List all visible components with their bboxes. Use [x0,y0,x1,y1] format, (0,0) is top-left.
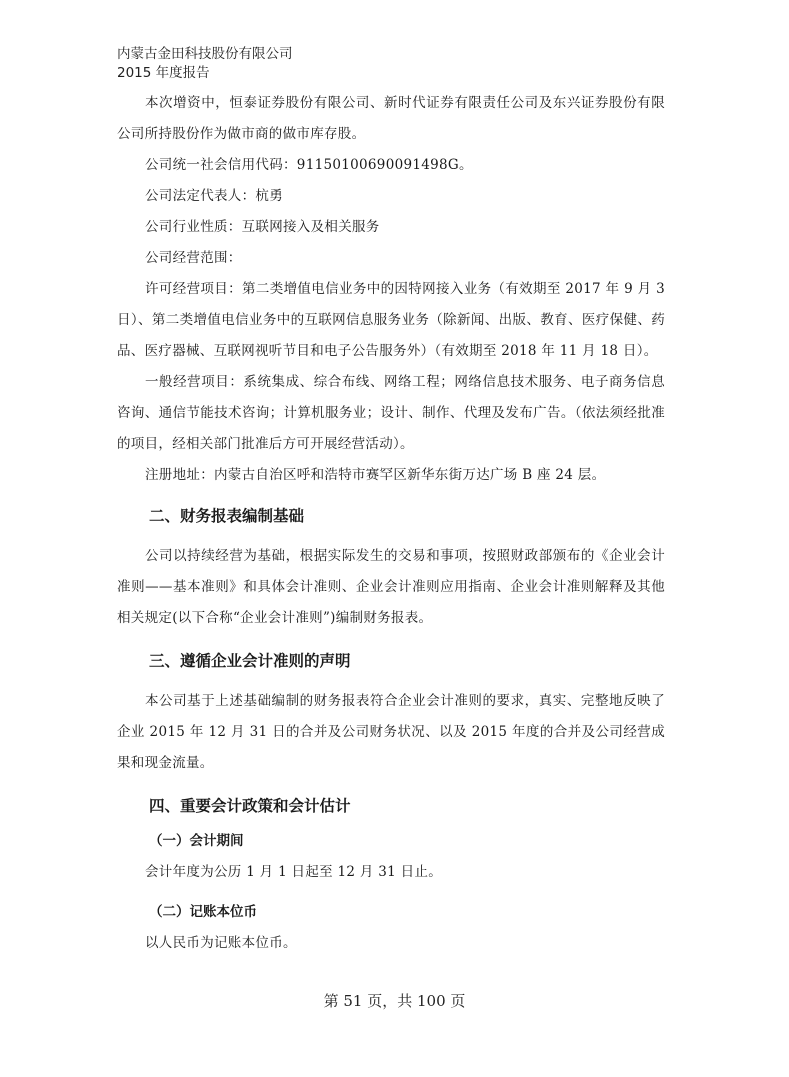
paragraph-compliance-body: 本公司基于上述基础编制的财务报表符合企业会计准则的要求，真实、完整地反映了企业 2015 年 12 月 31 日的合并及公司财务状况、以及 2015 年度的合并及公司经营成果和现金流量。 [117,693,665,771]
paragraph-business-scope-label: 公司经营范围： [145,250,242,266]
section-heading-policies: 四、重要会计政策和会计估计 [149,797,351,815]
page-header [117,45,293,83]
subheading-accounting-period: （一）会计期间 [149,833,244,849]
paragraph-basis-body: 公司以持续经营为基础，根据实际发生的交易和事项，按照财政部颁布的《企业会计准则——基本准则》和具体会计准则、企业会计准则应用指南、企业会计准则解释及其他相关规定(以下合称“企业会计准则”)编制财务报表。 [117,548,665,626]
document-body [117,88,665,959]
paragraph-credit-code: 公司统一社会信用代码：91150100690091498G。 [145,157,473,173]
paragraph-registered-address: 注册地址：内蒙古自治区呼和浩特市赛罕区新华东街万达广场 B 座 24 层。 [145,467,606,483]
header-company-name: 内蒙古金田科技股份有限公司 [117,46,293,62]
paragraph-legal-representative: 公司法定代表人：杭勇 [145,188,283,204]
page-number-footer: 第 51 页，共 100 页 [323,992,466,1010]
section-heading-compliance: 三、遵循企业会计准则的声明 [149,652,351,670]
paragraph-industry: 公司行业性质：互联网接入及相关服务 [145,219,380,235]
paragraph-capital-increase: 本次增资中，恒泰证券股份有限公司、新时代证券有限责任公司及东兴证券股份有限公司所持股份作为做市商的做市库存股。 [117,95,665,142]
paragraph-licensed-items: 许可经营项目：第二类增值电信业务中的因特网接入业务（有效期至 2017 年 9 月 3 日）、第二类增值电信业务中的互联网信息服务业务（除新闻、出版、教育、医疗保健、药品、医疗器械、互联网视听节目和电子公告服务外）（有效期至 2018 年 11 月 18 日）。 [117,281,665,359]
header-report-title: 2015 年度报告 [117,65,210,81]
paragraph-general-items: 一般经营项目：系统集成、综合布线、网络工程；网络信息技术服务、电子商务信息咨询、通信节能技术咨询；计算机服务业；设计、制作、代理及发布广告。（依法须经批准的项目，经相关部门批准后方可开展经营活动）。 [117,374,665,452]
paragraph-accounting-period: 会计年度为公历 1 月 1 日起至 12 月 31 日止。 [145,864,443,880]
subheading-functional-currency: （二）记账本位币 [149,904,257,920]
section-heading-basis: 二、财务报表编制基础 [149,507,305,525]
paragraph-functional-currency: 以人民币为记账本位币。 [145,935,297,951]
